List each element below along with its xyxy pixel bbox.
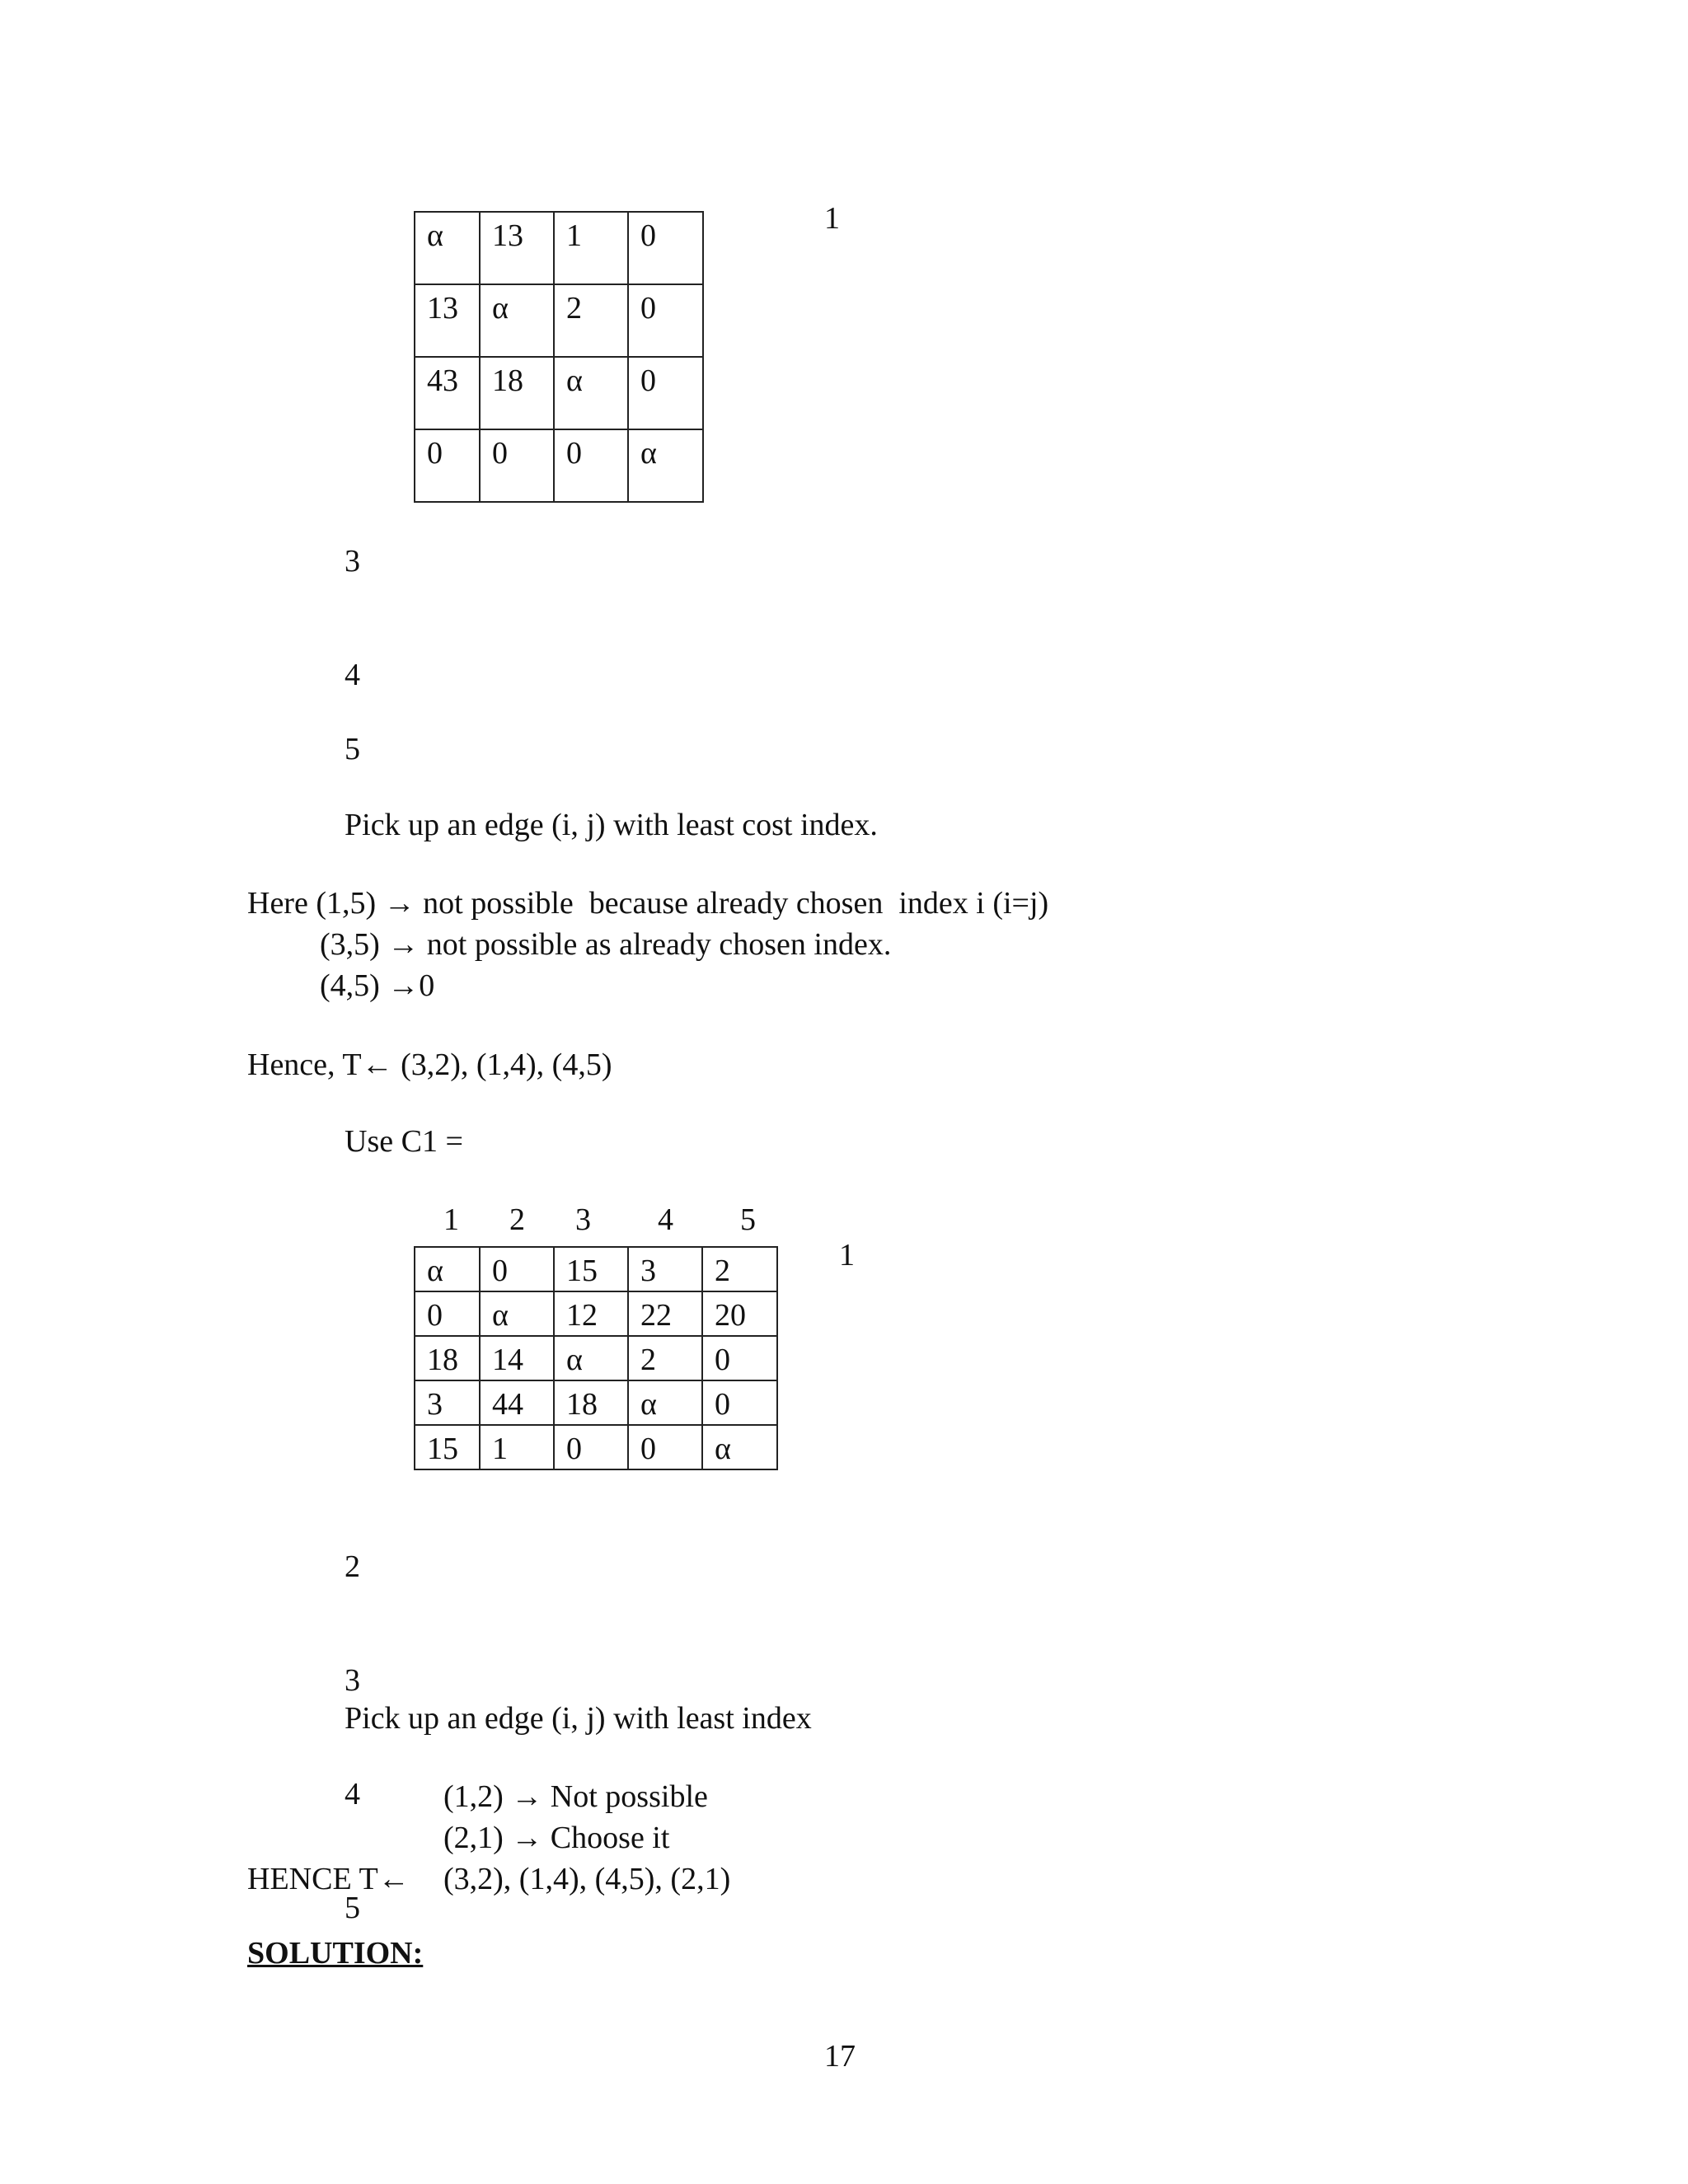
matrix-cell: 1 <box>480 1425 554 1469</box>
explanation-line-3: (4,5) →0 <box>320 968 435 1003</box>
matrix-cell: α <box>628 1380 702 1425</box>
matrix-cell: α <box>415 1247 480 1291</box>
matrix-cell: 22 <box>628 1291 702 1336</box>
matrix-cell: α <box>480 284 554 357</box>
table-row <box>415 1291 777 1336</box>
matrix-cell: 12 <box>554 1291 628 1336</box>
cost-matrix-c1 <box>414 1246 778 1470</box>
matrix-cell: 0 <box>628 357 703 429</box>
matrix1-row-label: 4 <box>345 658 360 692</box>
table-row <box>415 1380 777 1425</box>
matrix-cell: 20 <box>702 1291 777 1336</box>
table-row <box>415 1425 777 1469</box>
matrix2-col-header: 1 <box>443 1202 459 1237</box>
table-row <box>415 1336 777 1380</box>
matrix-cell: 0 <box>415 429 480 502</box>
matrix-cell: 18 <box>554 1380 628 1425</box>
table-row <box>415 357 703 429</box>
matrix-cell: 0 <box>628 212 703 284</box>
matrix-cell: 0 <box>554 1425 628 1469</box>
matrix-cell: α <box>480 1291 554 1336</box>
page-number: 17 <box>824 2039 856 2074</box>
matrix2-col-header: 3 <box>575 1202 591 1237</box>
hence-value: (3,2), (1,4), (4,5), (2,1) <box>443 1862 731 1896</box>
matrix-cell: 3 <box>628 1247 702 1291</box>
matrix-cell: 0 <box>628 1425 702 1469</box>
matrix-cell: 44 <box>480 1380 554 1425</box>
matrix-cell: 2 <box>554 284 628 357</box>
matrix-cell: 0 <box>480 429 554 502</box>
matrix1-row-label: 3 <box>345 544 360 579</box>
table-row <box>415 1247 777 1291</box>
pick-edge-text-2: Pick up an edge (i, j) with least index <box>345 1701 812 1736</box>
matrix-cell: 15 <box>415 1425 480 1469</box>
matrix2-col-header: 4 <box>658 1202 673 1237</box>
matrix-cell: 0 <box>702 1380 777 1425</box>
hence-result: Hence, T← (3,2), (1,4), (4,5) <box>247 1047 612 1082</box>
hence-label: HENCE T← <box>247 1862 410 1896</box>
matrix-cell: 0 <box>628 284 703 357</box>
matrix2-row-label: 3 <box>345 1663 360 1698</box>
matrix-cell: 2 <box>628 1336 702 1380</box>
cost-matrix-1 <box>414 211 704 503</box>
matrix-cell: 13 <box>415 284 480 357</box>
matrix2-col-header: 2 <box>509 1202 525 1237</box>
matrix-cell: 3 <box>415 1380 480 1425</box>
choice-line-2: (2,1) → Choose it <box>443 1821 670 1855</box>
matrix2-col-header: 5 <box>740 1202 756 1237</box>
explanation-line-1: Here (1,5) → not possible because already chosen index i (i=j) <box>247 886 1049 921</box>
solution-heading: SOLUTION: <box>247 1936 424 1971</box>
matrix-cell: 0 <box>702 1336 777 1380</box>
explanation-line-2: (3,5) → not possible as already chosen index. <box>320 927 892 962</box>
matrix-cell: α <box>702 1425 777 1469</box>
matrix-cell: 13 <box>480 212 554 284</box>
table-row <box>415 429 703 502</box>
matrix-cell: 18 <box>480 357 554 429</box>
matrix-cell: α <box>415 212 480 284</box>
pick-edge-text: Pick up an edge (i, j) with least cost index. <box>345 808 878 842</box>
matrix-cell: 2 <box>702 1247 777 1291</box>
matrix1-side-label: 1 <box>824 201 840 236</box>
matrix-cell: α <box>628 429 703 502</box>
matrix-cell: 1 <box>554 212 628 284</box>
matrix-cell: 0 <box>554 429 628 502</box>
matrix-cell: α <box>554 357 628 429</box>
matrix1-row-label: 5 <box>345 732 360 766</box>
matrix2-side-label: 1 <box>839 1238 855 1272</box>
matrix-cell: 14 <box>480 1336 554 1380</box>
matrix-cell: 43 <box>415 357 480 429</box>
matrix-cell: α <box>554 1336 628 1380</box>
matrix-cell: 18 <box>415 1336 480 1380</box>
matrix2-row-label: 5 <box>345 1891 360 1925</box>
matrix2-row-label: 2 <box>345 1549 360 1584</box>
choice-line-1: (1,2) → Not possible <box>443 1779 708 1814</box>
matrix-cell: 0 <box>415 1291 480 1336</box>
table-row <box>415 284 703 357</box>
table-row <box>415 212 703 284</box>
matrix2-row-label: 4 <box>345 1777 360 1811</box>
use-c1-label: Use C1 = <box>345 1124 463 1159</box>
matrix-cell: 15 <box>554 1247 628 1291</box>
matrix-cell: 0 <box>480 1247 554 1291</box>
